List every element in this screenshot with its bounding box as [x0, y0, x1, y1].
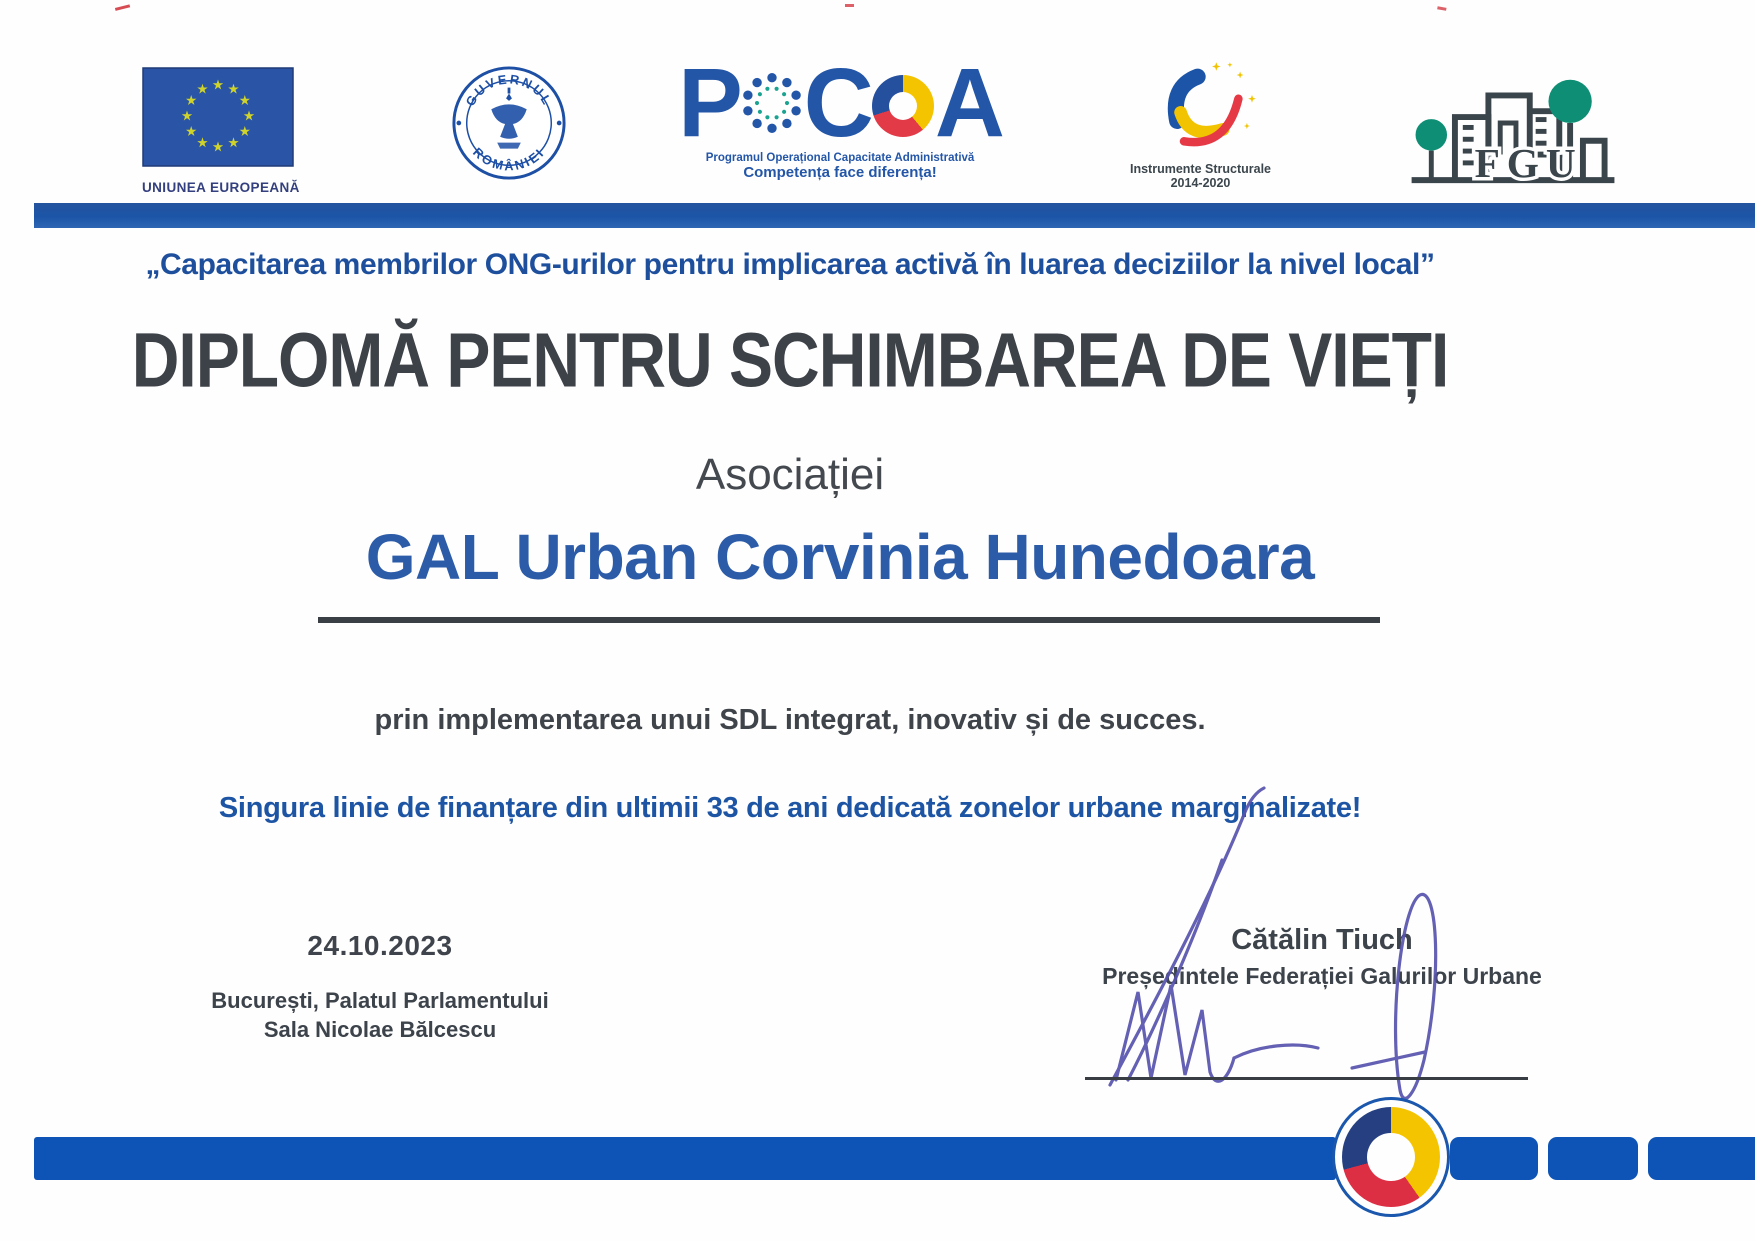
is-label-line1: Instrumente Structurale — [1129, 162, 1271, 176]
poca-stars-o-icon — [742, 73, 802, 133]
poca-slogan-label: Competența face diferența! — [743, 164, 937, 181]
bottom-bar-swirl-medallion — [1332, 1097, 1450, 1217]
eu-flag-icon — [142, 67, 294, 167]
poca-letter-p: P — [678, 48, 740, 157]
scan-mark — [845, 4, 854, 11]
gov-seal-icon — [450, 64, 568, 182]
poca-wordmark — [678, 48, 1002, 157]
instrumente-structurale-logo — [1118, 58, 1283, 190]
gov-seal-text-bottom: ROMÂNIEI — [470, 144, 548, 174]
signatory-title: Președintele Federației Galurilor Urbane — [1102, 963, 1542, 989]
recipient-intro: Asociației — [695, 450, 885, 499]
poca-program-label: Programul Operațional Capacitate Administrativă — [705, 152, 975, 164]
funding-highlight: Singura linie de finanțare din ultimii 33 de ani dedicată zonelor urbane marginalizate! — [218, 792, 1362, 824]
scan-mark — [115, 4, 132, 18]
fgu-logo — [1408, 60, 1620, 188]
signatory-name: Cătălin Tiuch — [1231, 924, 1413, 956]
program-quote: „Capacitarea membrilor ONG-urilor pentru implicarea activă în luarea deciziilor la nivel local” — [145, 248, 1435, 281]
poca-logo — [678, 48, 1002, 181]
gov-seal-text-top: GUVERNUL — [462, 71, 556, 109]
tricolor-swirl-icon — [1342, 1107, 1440, 1207]
bottom-bar-segment — [1548, 1137, 1638, 1180]
signature-scribble — [1050, 780, 1570, 1110]
event-date: 24.10.2023 — [307, 930, 453, 961]
scan-mark — [1436, 6, 1446, 14]
eu-flag-label: UNIUNEA EUROPEANĂ — [142, 180, 300, 195]
diploma-title: DIPLOMĂ PENTRU SCHIMBAREA DE VIEȚI — [131, 316, 1449, 403]
eu-flag-logo — [142, 67, 300, 195]
poca-swirl-icon — [872, 75, 934, 137]
fgu-icon — [1408, 60, 1620, 188]
is-label-line2: 2014-2020 — [1170, 176, 1231, 190]
award-reason: prin implementarea unui SDL integrat, inovativ și de succes. — [374, 704, 1206, 736]
recipient-name: GAL Urban Corvinia Hunedoara — [365, 521, 1315, 593]
bottom-bar-segment — [1648, 1137, 1755, 1180]
recipient-name-underline — [318, 617, 1380, 623]
fgu-label: FGU — [1474, 140, 1583, 187]
top-divider-bar — [34, 203, 1755, 228]
bottom-divider-bar — [34, 1137, 1336, 1180]
venue-line1: București, Palatul Parlamentului — [211, 988, 549, 1013]
venue-line2: Sala Nicolae Bălcescu — [263, 1017, 497, 1042]
event-venue — [150, 986, 610, 1044]
is-swirl-icon — [1141, 58, 1261, 160]
poca-letter-a: A — [934, 48, 1002, 157]
signature-line — [1085, 1077, 1528, 1080]
poca-letter-c: C — [803, 48, 871, 157]
gov-romania-seal — [450, 64, 568, 182]
bottom-bar-segment — [1450, 1137, 1538, 1180]
